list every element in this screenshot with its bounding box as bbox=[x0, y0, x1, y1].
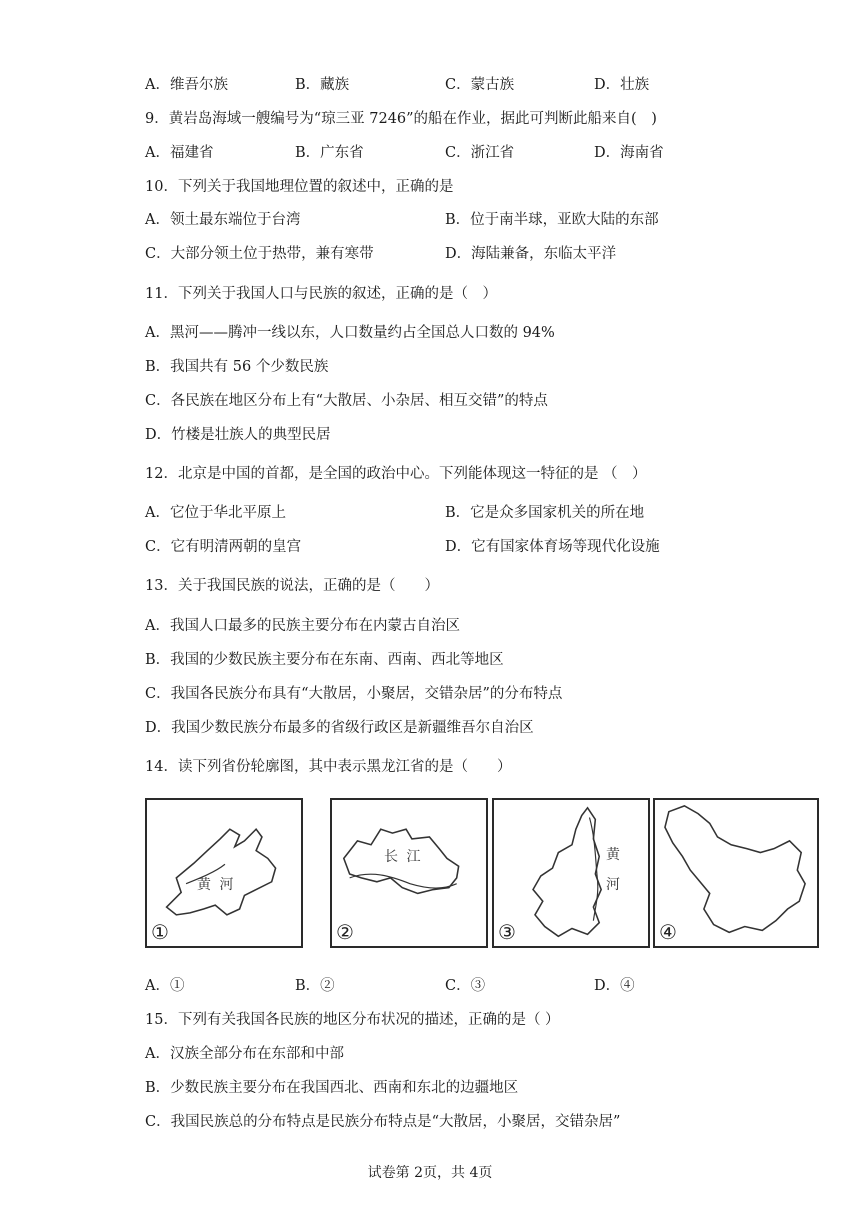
q11-option-d: D．竹楼是壮族人的典型民居 bbox=[145, 427, 331, 443]
q11-stem: 11．下列关于我国人口与民族的叙述，正确的是（ ） bbox=[145, 286, 497, 302]
q12-option-a: A．它位于华北平原上 bbox=[145, 505, 286, 521]
q13-stem: 13．关于我国民族的说法，正确的是（ ） bbox=[145, 578, 439, 594]
page-footer: 试卷第 2页，共 4页 bbox=[367, 1165, 493, 1181]
q10-option-d: D．海陆兼备，东临太平洋 bbox=[445, 246, 617, 262]
q8-option-b: B．藏族 bbox=[295, 77, 350, 93]
map-3-river-label: 黄河 bbox=[606, 847, 622, 893]
map-2-number: ② bbox=[336, 920, 354, 944]
q11-option-c: C．各民族在地区分布上有“大散居、小杂居、相互交错”的特点 bbox=[145, 393, 548, 409]
q12-stem: 12．北京是中国的首都，是全国的政治中心。下列能体现这一特征的是 （ ） bbox=[145, 466, 647, 482]
q13-option-b: B．我国的少数民族主要分布在东南、西南、西北等地区 bbox=[145, 652, 504, 668]
map-4-number: ④ bbox=[659, 920, 677, 944]
q10-option-c: C．大部分领土位于热带，兼有寒带 bbox=[145, 246, 374, 262]
map-1-river-label: 黄 河 bbox=[197, 877, 236, 893]
q14-option-b: B．② bbox=[295, 978, 335, 994]
q11-option-a: A．黑河——腾冲一线以东，人口数量约占全国总人口数的 94% bbox=[145, 325, 555, 341]
province-outline-3-icon bbox=[494, 800, 648, 946]
map-2-river-label: 长 江 bbox=[384, 849, 423, 865]
q11-option-b: B．我国共有 56 个少数民族 bbox=[145, 359, 329, 375]
map-hubei-outline bbox=[330, 798, 488, 948]
map-1-number: ① bbox=[151, 920, 169, 944]
q9-stem: 9．黄岩岛海域一艘编号为“琼三亚 7246”的船在作业，据此可判断此船来自( ) bbox=[145, 111, 657, 127]
q14-option-d: D．④ bbox=[594, 978, 635, 994]
q9-option-a: A．福建省 bbox=[145, 145, 214, 161]
province-outline-4-icon bbox=[655, 800, 817, 946]
province-outline-2-icon bbox=[332, 800, 486, 946]
q15-option-c: C．我国民族总的分布特点是民族分布特点是“大散居，小聚居，交错杂居” bbox=[145, 1114, 621, 1130]
q15-option-a: A．汉族全部分布在东部和中部 bbox=[145, 1046, 344, 1062]
q8-option-a: A．维吾尔族 bbox=[145, 77, 228, 93]
map-heilongjiang-outline bbox=[653, 798, 819, 948]
q9-option-c: C．浙江省 bbox=[445, 145, 515, 161]
q8-option-c: C．蒙古族 bbox=[445, 77, 515, 93]
q9-option-b: B．广东省 bbox=[295, 145, 364, 161]
map-3-number: ③ bbox=[498, 920, 516, 944]
q10-option-b: B．位于南半球，亚欧大陆的东部 bbox=[445, 212, 659, 228]
map-shaanxi-outline bbox=[492, 798, 650, 948]
q13-option-d: D．我国少数民族分布最多的省级行政区是新疆维吾尔自治区 bbox=[145, 720, 534, 736]
q12-option-b: B．它是众多国家机关的所在地 bbox=[445, 505, 645, 521]
q12-option-d: D．它有国家体育场等现代化设施 bbox=[445, 539, 660, 555]
q8-option-d: D．壮族 bbox=[594, 77, 650, 93]
q15-stem: 15．下列有关我国各民族的地区分布状况的描述，正确的是（ ） bbox=[145, 1012, 560, 1028]
province-outline-1-icon bbox=[147, 800, 301, 946]
province-outline-figure bbox=[145, 798, 825, 956]
q14-option-c: C．③ bbox=[445, 978, 486, 994]
q14-option-a: A．① bbox=[145, 978, 185, 994]
q14-stem: 14．读下列省份轮廓图，其中表示黑龙江省的是（ ） bbox=[145, 759, 512, 775]
q13-option-c: C．我国各民族分布具有“大散居，小聚居，交错杂居”的分布特点 bbox=[145, 686, 563, 702]
q10-option-a: A．领土最东端位于台湾 bbox=[145, 212, 301, 228]
q12-option-c: C．它有明清两朝的皇宫 bbox=[145, 539, 302, 555]
map-shandong-outline bbox=[145, 798, 303, 948]
q13-option-a: A．我国人口最多的民族主要分布在内蒙古自治区 bbox=[145, 618, 460, 634]
q9-option-d: D．海南省 bbox=[594, 145, 664, 161]
q15-option-b: B．少数民族主要分布在我国西北、西南和东北的边疆地区 bbox=[145, 1080, 519, 1096]
q10-stem: 10．下列关于我国地理位置的叙述中，正确的是 bbox=[145, 179, 454, 195]
